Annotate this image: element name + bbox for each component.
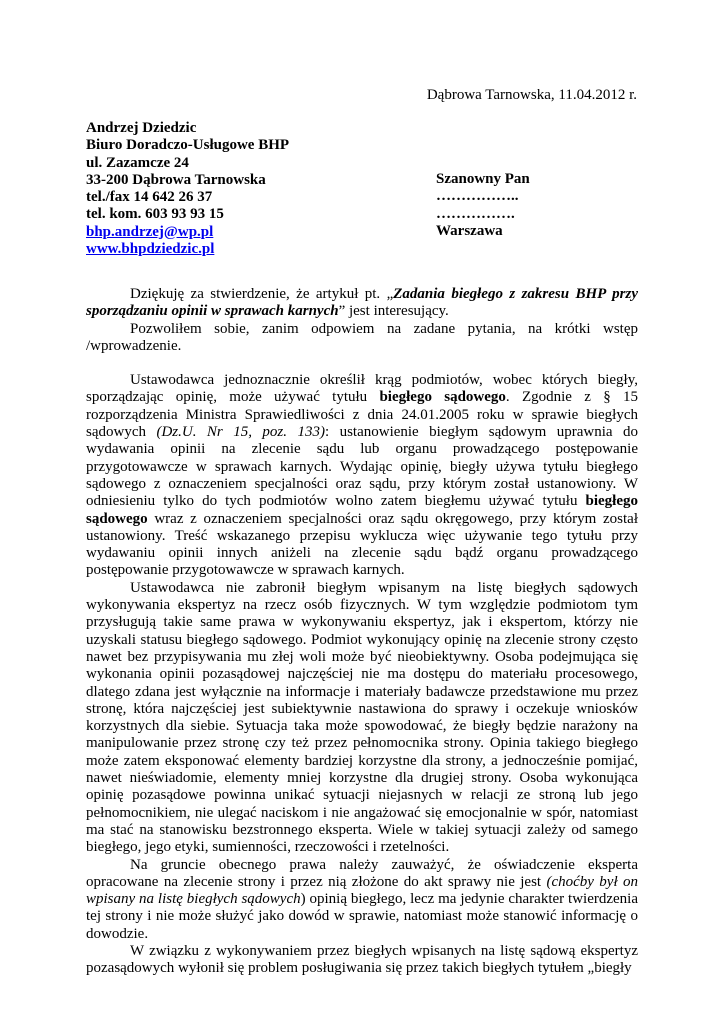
recipient-city: Warszawa [436, 222, 503, 239]
paragraph-1: Dziękuję za stwierdzenie, że artykuł pt. „Zadania biegłego z zakresu BHP przy sporządzaniu opinii w sprawach karnych” jest interesujący. [86, 286, 638, 320]
sender-street: ul. Zazamcze 24 [86, 154, 189, 171]
sender-city: 33-200 Dąbrowa Tarnowska [86, 171, 266, 188]
letter-body [86, 286, 638, 978]
sender-mobile: tel. kom. 603 93 93 15 [86, 206, 224, 223]
sender-company: Biuro Doradczo-Usługowe BHP [86, 137, 290, 154]
recipient-line2: ……………. [436, 205, 515, 222]
sender-name: Andrzej Dziedzic [86, 120, 197, 136]
paragraph-4: Ustawodawca nie zabronił biegłym wpisanym na listę biegłych sądowych wykonywania ekspertyz na rzecz osób fizycznych. W tym względzie podmiotom tym przysługują takie same prawa w wykonywaniu ekspertyz, jak i ekspertom, którzy nie uzyskali statusu biegłego sądowego. Podmiot wykonujący opinię na zlecenie strony często nawet bez przypisywania mu złej woli może być nieobiektywny. Osoba podejmująca się wykonania opinii pozasądowej najczęściej nie ma dostępu do materiału procesowego, dlatego zdana jest wyłącznie na informacje i materiały badawcze przedstawione mu przez stronę, która najczęściej jest subiektywnie nastawiona do sprawy i oczekuje wniosków korzystnych dla siebie. Sytuacja taka może spowodować, że biegły będzie narażony na manipulowanie przez stronę czy też przez pełnomocnika strony. Opinia takiego biegłego może zatem eksponować elementy bardziej korzystne dla strony, a jednocześnie pomijać, nawet nieświadomie, elementy mniej korzystne dla drugiej strony. Osoba wykonująca opinię pozasądowe powinna unikać sytuacji niejasnych w relacji ze stroną lub jego pełnomocnikiem, nie ulegać naciskom i nie angażować się emocjonalnie w spór, natomiast ma stać na stanowisku bezstronnego eksperta. Wiele w takiej sytuacji zależy od samego biegłego, jego etyki, sumienności, rzeczowości i rzetelności. [86, 579, 638, 856]
article-title: Zadania biegłego z zakresu BHP przy sporządzaniu opinii w sprawach karnych [86, 286, 638, 320]
recipient-salutation: Szanowny Pan [436, 171, 530, 187]
paragraph-5: Na gruncie obecnego prawa należy zauważyć, że oświadczenie eksperta opracowane na zlecenie strony i przez nią złożone do akt sprawy nie jest (choćby był on wpisany na listę biegłych sądowych) opinią biegłego, lecz ma jedynie charakter twierdzenia tej strony i nie może służyć jako dowód w sprawie, natomiast może stanowić informację o dowodzie. [86, 856, 638, 942]
legal-reference: (Dz.U. Nr 15, poz. 133) [156, 424, 325, 441]
sender-email-link[interactable]: bhp.andrzej@wp.pl [86, 223, 214, 240]
sender-phone: tel./fax 14 642 26 37 [86, 189, 213, 206]
recipient-block [436, 171, 530, 240]
sender-block [86, 120, 289, 258]
sender-website-link[interactable]: www.bhpdziedzic.pl [86, 241, 215, 258]
recipient-line1: …………….. [436, 188, 519, 205]
paragraph-3: Ustawodawca jednoznacznie określił krąg podmiotów, wobec których biegły, sporządzając opinię, może używać tytułu biegłego sądowego. Zgodnie z § 15 rozporządzenia Ministra Sprawiedliwości z dnia 24.01.2005 roku w sprawie biegłych sądowych (Dz.U. Nr 15, poz. 133): ustanowienie biegłym sądowym uprawnia do wydawania opinii na zlecenie sądu lub organu prowadzącego postępowanie przygotowawcze w sprawach karnych. Wydając opinię, biegły używa tytułu biegłego sądowego z oznaczeniem specjalności oraz sądu, przy którym został ustanowiony. W odniesieniu tylko do tych podmiotów wolno zatem biegłemu używać tytułu biegłego sądowego wraz z oznaczeniem specjalności oraz sądu okręgowego, przy którym został ustanowiony. Treść wskazanego przepisu wyklucza więc używanie tego tytułu przy wydawaniu opinii innych aniżeli na zlecenie sądu bądź organu prowadzącego postępowanie przygotowawcze w sprawach karnych. [86, 372, 638, 579]
date-line: Dąbrowa Tarnowska, 11.04.2012 r. [426, 87, 637, 103]
paragraph-2: Pozwoliłem sobie, zanim odpowiem na zadane pytania, na krótki wstęp /wprowadzenie. [86, 320, 638, 354]
paragraph-6: W związku z wykonywaniem przez biegłych wpisanych na listę sądową ekspertyz pozasądowych wyłonił się problem posługiwania się przez takich biegłych tytułem „biegły [86, 942, 638, 977]
